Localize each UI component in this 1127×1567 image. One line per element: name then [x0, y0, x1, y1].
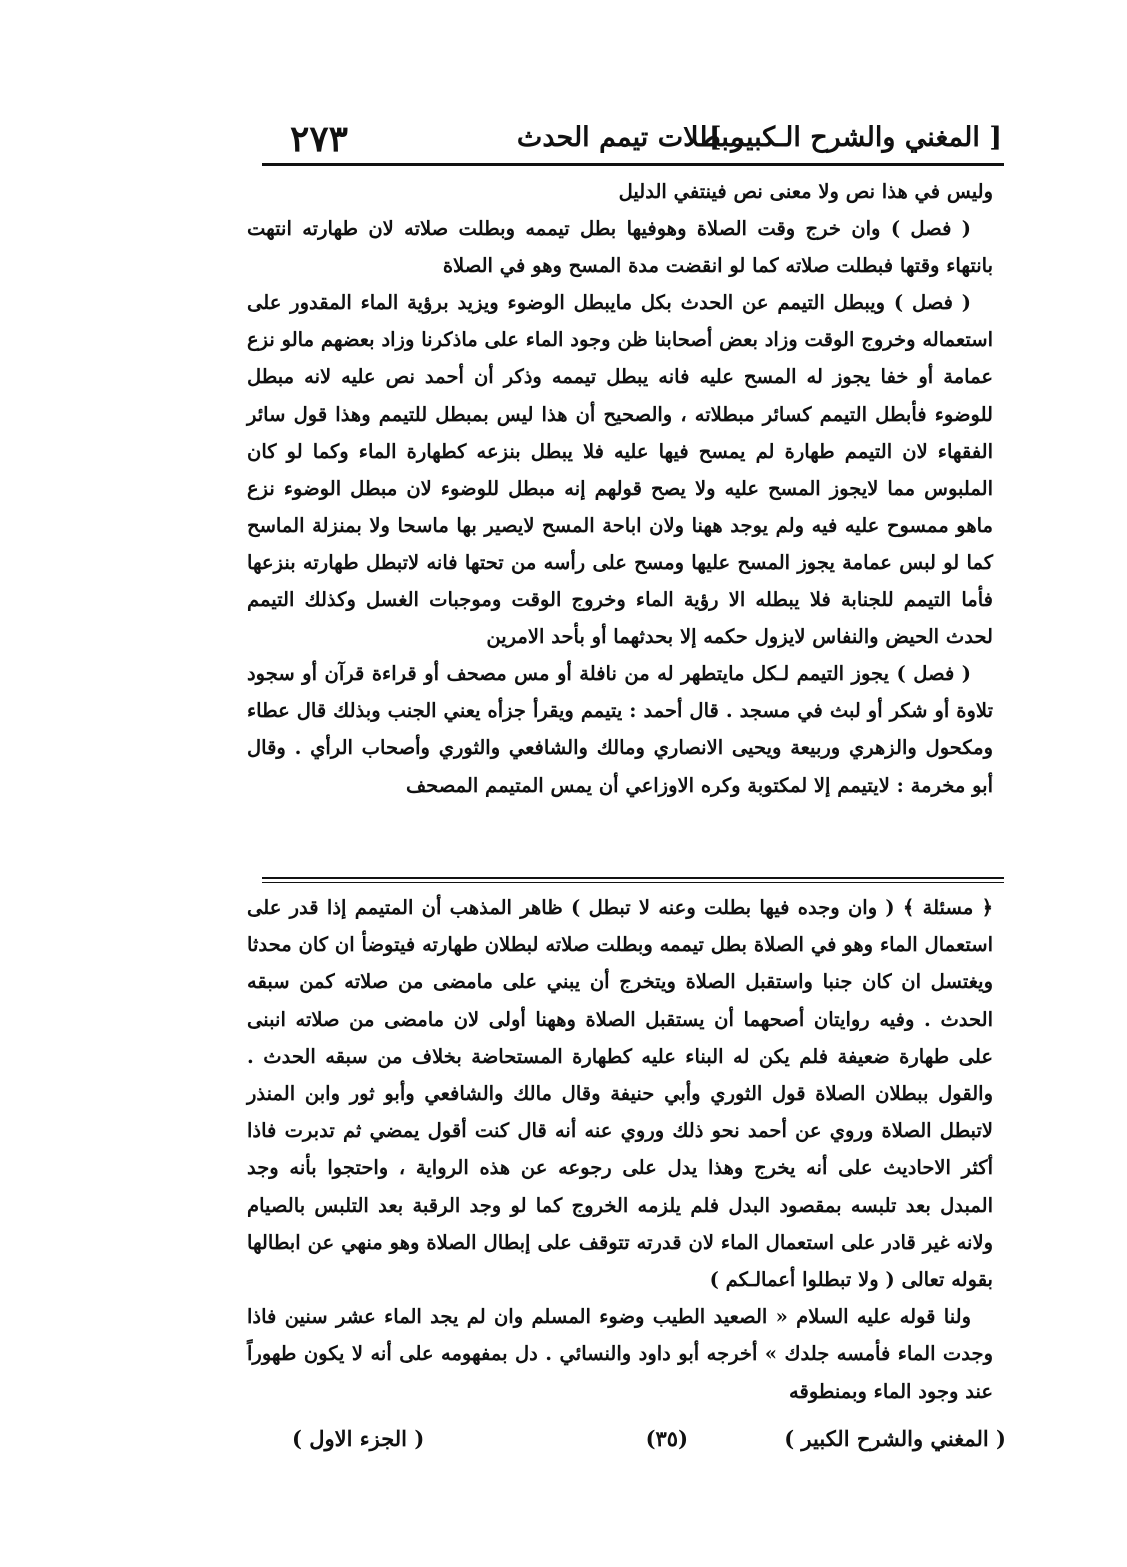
header-rule	[262, 163, 1004, 166]
section-divider-top	[262, 877, 1004, 879]
paragraph-2: ( فصل ) وان خرج وقت الصلاة وهوفيها بطل تيممه وبطلت صلاته لان طهارته انتهت بانتهاء وقتها فبطلت صلاته كما لو انقضت مدة المسح وهو في الصلاة	[247, 217, 993, 278]
page-footer	[262, 1426, 1006, 1460]
book-title: [ المغني والشرح الـكبير ]	[708, 122, 1002, 153]
section-title: مبطلات تيمم الحدث	[516, 122, 744, 153]
paragraph-3: ( فصل ) ويبطل التيمم عن الحدث بكل مايبطل الوضوء ويزيد برؤية الماء المقدور على استعماله وخروج الوقت وزاد بعض أصحابنا ظن وجود الماء على ماذكرنا وزاد بعضهم مالو نزع عمامة أو خفا يجوز له المسح عليه فانه يبطل تيممه وذكر أن أحمد نص عليه لانه مبطل للوضوء فأبطل التيمم كسائر مبطلاته ، والصحيح أن هذا ليس بمبطل للتيمم وهذا قول سائر الفقهاء لان التيمم طهارة لم يمسح فيها عليه فلا يبطل بنزعه كطهارة الماء وكما لو كان الملبوس مما لايجوز المسح عليه ولا يصح قولهم إنه مبطل للوضوء لان مبطل الوضوء نزع ماهو ممسوح عليه فيه ولم يوجد ههنا ولان اباحة المسح لايصير بها ماسحا ولا بمنزلة الماسح كما لو لبس عمامة يجوز المسح عليها ومسح على رأسه من تحتها فانه لاتبطل طهارته بنزعها فأما التيمم للجنابة فلا يبطله الا رؤية الماء وخروج الوقت وموجبات الغسل وكذلك التيمم لحدث الحيض والنفاس لايزول حكمه إلا بحدثهما أو بأحد الامرين	[247, 291, 993, 649]
paragraph-6: ولنا قوله عليه السلام « الصعيد الطيب وضوء المسلم وان لم يجد الماء عشر سنين فاذا وجدت الماء فأمسه جلدك » أخرجه أبو داود والنسائي . دل بمفهومه على أنه لا يكون طهوراً عند وجود الماء وبمنطوقه	[247, 1305, 993, 1403]
page-number: ٢٧٣	[290, 118, 349, 160]
section-divider-bottom	[262, 882, 1004, 883]
paragraph-5: ﴿ مسئلة ﴾ ( وان وجده فيها بطلت وعنه لا تبطل ) ظاهر المذهب أن المتيمم إذا قدر على استعمال الماء وهو في الصلاة بطل تيممه وبطلت صلاته لبطلان طهارته فيتوضأ ان كان محدثا ويغتسل ان كان جنبا واستقبل الصلاة ويتخرج أن يبني على مامضى من صلاته كمن سبقه الحدث . وفيه روايتان أصحهما أن يستقبل الصلاة وههنا أولى لان مامضى من صلاته انبنى على طهارة ضعيفة فلم يكن له البناء عليه كطهارة المستحاضة بخلاف من سبقه الحدث . والقول ببطلان الصلاة قول الثوري وأبي حنيفة وقال مالك والشافعي وأبو ثور وابن المنذر لاتبطل الصلاة وروي عن أحمد نحو ذلك وروي عنه أنه قال كنت أقول يمضي ثم تدبرت فاذا أكثر الاحاديث على أنه يخرج وهذا يدل على رجوعه عن هذه الرواية ، واحتجوا بأنه وجد المبدل بعد تلبسه بمقصود البدل فلم يلزمه الخروج كما لو وجد الرقبة بعد التلبس بالصيام ولانه غير قادر على استعمال الماء لان قدرته تتوقف على إبطال الصلاة وهو منهي عن ابطالها بقوله تعالى ( ولا تبطلوا أعمالـكم )	[247, 896, 993, 1292]
page-header	[262, 118, 1002, 166]
paragraph-1: وليس في هذا نص ولا معنى نص فينتفي الدليل	[618, 180, 993, 203]
footer-book-title: ( المغني والشرح الكبير )	[784, 1426, 1006, 1451]
paragraph-4: ( فصل ) يجوز التيمم لـكل مايتطهر له من نافلة أو مس مصحف أو قراءة قرآن أو سجود تلاوة أو شكر أو لبث في مسجد . قال أحمد : يتيمم ويقرأ جزأه يعني الجنب وبذلك قال عطاء ومكحول والزهري وربيعة ويحيى الانصاري ومالك والشافعي والثوري وأصحاب الرأي . وقال أبو مخرمة : لايتيمم إلا لمكتوبة وكره الاوزاعي أن يمس المتيمم المصحف	[247, 662, 993, 797]
lower-text	[247, 889, 993, 1410]
upper-text	[247, 173, 993, 804]
footer-signature: (٣٥)	[645, 1426, 688, 1451]
footer-volume: ( الجزء الاول )	[292, 1426, 425, 1451]
